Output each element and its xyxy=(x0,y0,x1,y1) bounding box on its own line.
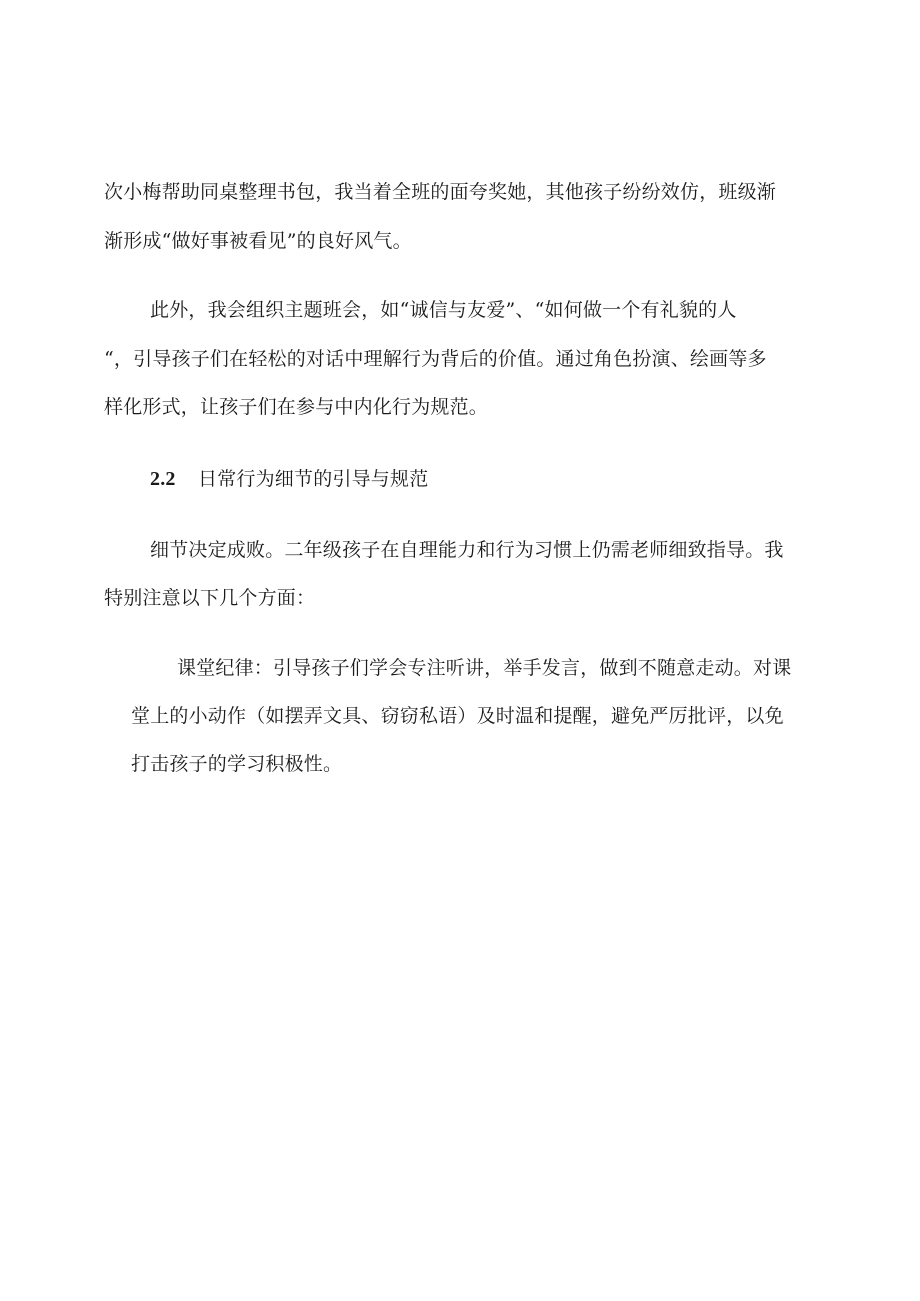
paragraph-4-line-2: 堂上的小动作（如摆弄文具、窃窃私语）及时温和提醒，避免严厉批评，以免 xyxy=(131,705,784,727)
paragraph-3-line-2: 特别注意以下几个方面： xyxy=(104,587,316,609)
section-number: 2.2 xyxy=(150,468,176,490)
paragraph-4-line-1: 课堂纪律：引导孩子们学会专注听讲，举手发言，做到不随意走动。对课 xyxy=(177,657,792,679)
paragraph-2-line-2: “，引导孩子们在轻松的对话中理解行为背后的价值。通过角色扮演、绘画等多 xyxy=(104,348,767,370)
paragraph-2-line-3: 样化形式，让孩子们在参与中内化行为规范。 xyxy=(104,396,489,418)
paragraph-1-line-1: 次小梅帮助同桌整理书包，我当着全班的面夸奖她，其他孩子纷纷效仿，班级渐 xyxy=(104,181,777,203)
paragraph-1-line-2: 渐形成“做好事被看见”的良好风气。 xyxy=(104,230,412,252)
section-title: 日常行为细节的引导与规范 xyxy=(198,468,429,490)
paragraph-2-line-1: 此外，我会组织主题班会，如“诚信与友爱”、“如何做一个有礼貌的人 xyxy=(150,299,737,321)
paragraph-3-line-1: 细节决定成败。二年级孩子在自理能力和行为习惯上仍需老师细致指导。我 xyxy=(150,539,784,561)
paragraph-4-line-3: 打击孩子的学习积极性。 xyxy=(131,753,343,775)
